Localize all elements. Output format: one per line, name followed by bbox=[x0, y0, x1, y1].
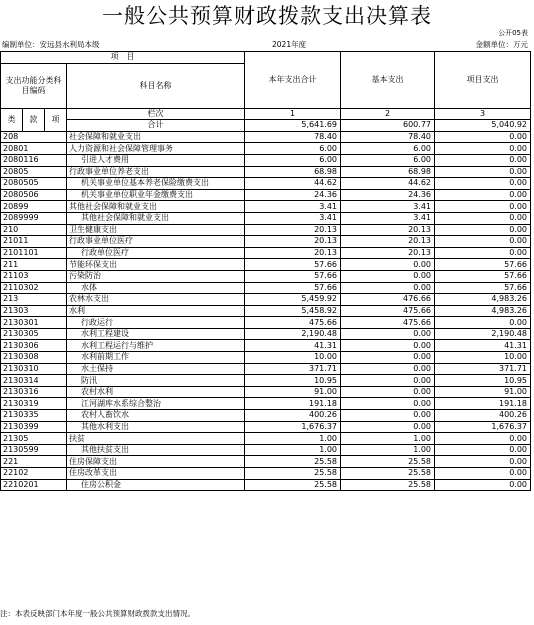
row-total: 5,458.92 bbox=[245, 305, 341, 317]
row-code: 2210201 bbox=[1, 479, 67, 491]
sum-basic: 600.77 bbox=[341, 120, 435, 132]
sum-project: 5,040.92 bbox=[435, 120, 531, 132]
row-project: 0.00 bbox=[435, 143, 531, 155]
row-code: 2080506 bbox=[1, 189, 67, 201]
row-project: 400.26 bbox=[435, 410, 531, 422]
row-subject-name: 农村水利 bbox=[67, 386, 245, 398]
row-basic: 3.41 bbox=[341, 212, 435, 224]
row-code: 211 bbox=[1, 259, 67, 271]
row-total: 68.98 bbox=[245, 166, 341, 178]
entry-header: 项 bbox=[45, 108, 67, 131]
row-total: 191.18 bbox=[245, 398, 341, 410]
row-project: 0.00 bbox=[435, 444, 531, 456]
row-basic: 78.40 bbox=[341, 131, 435, 143]
row-basic: 475.66 bbox=[341, 317, 435, 329]
row-total: 10.95 bbox=[245, 375, 341, 387]
report-year: 2021年度 bbox=[272, 40, 307, 49]
row-subject-name: 住房保障支出 bbox=[67, 456, 245, 468]
table-row bbox=[1, 421, 531, 433]
money-unit: 金额单位：万元 bbox=[475, 40, 528, 49]
row-subject-name: 防汛 bbox=[67, 375, 245, 387]
func-class-header: 支出功能分类科目编码 bbox=[1, 63, 67, 108]
row-basic: 6.00 bbox=[341, 143, 435, 155]
row-total: 25.58 bbox=[245, 479, 341, 491]
row-subject-name: 行政事业单位医疗 bbox=[67, 236, 245, 248]
row-total: 2,190.48 bbox=[245, 328, 341, 340]
row-basic: 68.98 bbox=[341, 166, 435, 178]
row-basic: 0.00 bbox=[341, 363, 435, 375]
row-code: 20801 bbox=[1, 143, 67, 155]
table-row bbox=[1, 294, 531, 306]
row-code: 2130305 bbox=[1, 328, 67, 340]
row-basic: 0.00 bbox=[341, 421, 435, 433]
row-subject-name: 农林水支出 bbox=[67, 294, 245, 306]
sum-total: 5,641.69 bbox=[245, 120, 341, 132]
row-code: 2130335 bbox=[1, 410, 67, 422]
row-subject-name: 行政单位医疗 bbox=[67, 247, 245, 259]
row-project: 0.00 bbox=[435, 456, 531, 468]
row-code: 2130399 bbox=[1, 421, 67, 433]
row-total: 6.00 bbox=[245, 143, 341, 155]
table-row bbox=[1, 189, 531, 201]
row-project: 0.00 bbox=[435, 154, 531, 166]
row-code: 21011 bbox=[1, 236, 67, 248]
row-code: 213 bbox=[1, 294, 67, 306]
row-project: 0.00 bbox=[435, 201, 531, 213]
row-basic: 1.00 bbox=[341, 444, 435, 456]
row-total: 78.40 bbox=[245, 131, 341, 143]
row-total: 24.36 bbox=[245, 189, 341, 201]
row-subject-name: 引进人才费用 bbox=[67, 154, 245, 166]
table-row bbox=[1, 328, 531, 340]
row-basic: 1.00 bbox=[341, 433, 435, 445]
row-subject-name: 其他水利支出 bbox=[67, 421, 245, 433]
row-total: 1.00 bbox=[245, 433, 341, 445]
row-total: 475.66 bbox=[245, 317, 341, 329]
table-row bbox=[1, 386, 531, 398]
row-project: 0.00 bbox=[435, 236, 531, 248]
row-project: 0.00 bbox=[435, 468, 531, 480]
row-basic: 0.00 bbox=[341, 398, 435, 410]
row-project: 10.00 bbox=[435, 352, 531, 364]
row-code: 221 bbox=[1, 456, 67, 468]
row-basic: 20.13 bbox=[341, 236, 435, 248]
row-code: 2130310 bbox=[1, 363, 67, 375]
row-subject-name: 水利前期工作 bbox=[67, 352, 245, 364]
section-header: 款 bbox=[23, 108, 45, 131]
row-basic: 3.41 bbox=[341, 201, 435, 213]
row-project: 91.00 bbox=[435, 386, 531, 398]
row-total: 3.41 bbox=[245, 212, 341, 224]
sum-label: 合计 bbox=[67, 120, 245, 132]
row-subject-name: 机关事业单位职业年金缴费支出 bbox=[67, 189, 245, 201]
row-subject-name: 社会保障和就业支出 bbox=[67, 131, 245, 143]
table-row bbox=[1, 212, 531, 224]
table-row bbox=[1, 247, 531, 259]
row-subject-name: 住房改革支出 bbox=[67, 468, 245, 480]
row-subject-name: 农村人畜饮水 bbox=[67, 410, 245, 422]
row-subject-name: 人力资源和社会保障管理事务 bbox=[67, 143, 245, 155]
col-no-1: 1 bbox=[245, 108, 341, 120]
row-basic: 0.00 bbox=[341, 282, 435, 294]
row-subject-name: 水利工程建设 bbox=[67, 328, 245, 340]
table-row bbox=[1, 375, 531, 387]
report-title: 一般公共预算财政拨款支出决算表 bbox=[102, 4, 432, 28]
row-project: 191.18 bbox=[435, 398, 531, 410]
footnote: 注：本表反映部门本年度一般公共预算财政拨款支出情况。 bbox=[0, 609, 195, 618]
row-project: 10.95 bbox=[435, 375, 531, 387]
row-project: 2,190.48 bbox=[435, 328, 531, 340]
row-basic: 20.13 bbox=[341, 247, 435, 259]
row-project: 57.66 bbox=[435, 270, 531, 282]
row-basic: 0.00 bbox=[341, 375, 435, 387]
compiling-unit: 编制单位：安远县水利局本级 bbox=[2, 40, 100, 49]
table-row bbox=[1, 317, 531, 329]
row-subject-name: 污染防治 bbox=[67, 270, 245, 282]
row-basic: 44.62 bbox=[341, 178, 435, 190]
table-row bbox=[1, 479, 531, 491]
table-row bbox=[1, 468, 531, 480]
row-code: 208 bbox=[1, 131, 67, 143]
row-subject-name: 江河湖库水系综合整治 bbox=[67, 398, 245, 410]
row-code: 22102 bbox=[1, 468, 67, 480]
table-row bbox=[1, 131, 531, 143]
item-group-header: 项 目 bbox=[1, 52, 245, 64]
row-project: 4,983.26 bbox=[435, 305, 531, 317]
row-total: 20.13 bbox=[245, 247, 341, 259]
table-row bbox=[1, 201, 531, 213]
row-subject-name: 其他社会保障和就业支出 bbox=[67, 201, 245, 213]
row-code: 2130306 bbox=[1, 340, 67, 352]
row-code: 21303 bbox=[1, 305, 67, 317]
col-no-2: 2 bbox=[341, 108, 435, 120]
basic-col-header: 基本支出 bbox=[341, 52, 435, 109]
row-code: 2089999 bbox=[1, 212, 67, 224]
row-code: 2080505 bbox=[1, 178, 67, 190]
row-code: 2130316 bbox=[1, 386, 67, 398]
row-subject-name: 行政事业单位养老支出 bbox=[67, 166, 245, 178]
row-basic: 0.00 bbox=[341, 386, 435, 398]
row-subject-name: 其他扶贫支出 bbox=[67, 444, 245, 456]
row-subject-name: 水利工程运行与维护 bbox=[67, 340, 245, 352]
row-project: 371.71 bbox=[435, 363, 531, 375]
row-code: 2110302 bbox=[1, 282, 67, 294]
row-code: 210 bbox=[1, 224, 67, 236]
row-subject-name: 行政运行 bbox=[67, 317, 245, 329]
table-row bbox=[1, 270, 531, 282]
col-no-3: 3 bbox=[435, 108, 531, 120]
row-project: 0.00 bbox=[435, 131, 531, 143]
row-project: 0.00 bbox=[435, 166, 531, 178]
row-total: 44.62 bbox=[245, 178, 341, 190]
row-total: 371.71 bbox=[245, 363, 341, 375]
col-no-label: 栏次 bbox=[67, 108, 245, 120]
row-subject-name: 节能环保支出 bbox=[67, 259, 245, 271]
row-total: 10.00 bbox=[245, 352, 341, 364]
row-code: 2101101 bbox=[1, 247, 67, 259]
row-basic: 24.36 bbox=[341, 189, 435, 201]
row-code: 2080116 bbox=[1, 154, 67, 166]
row-basic: 25.58 bbox=[341, 456, 435, 468]
row-total: 6.00 bbox=[245, 154, 341, 166]
row-code: 20805 bbox=[1, 166, 67, 178]
row-subject-name: 机关事业单位基本养老保险缴费支出 bbox=[67, 178, 245, 190]
row-code: 2130314 bbox=[1, 375, 67, 387]
row-total: 57.66 bbox=[245, 270, 341, 282]
row-project: 0.00 bbox=[435, 317, 531, 329]
table-row bbox=[1, 433, 531, 445]
row-total: 25.58 bbox=[245, 456, 341, 468]
row-project: 41.31 bbox=[435, 340, 531, 352]
table-row bbox=[1, 456, 531, 468]
row-basic: 476.66 bbox=[341, 294, 435, 306]
table-row bbox=[1, 259, 531, 271]
table-row bbox=[1, 236, 531, 248]
row-project: 1,676.37 bbox=[435, 421, 531, 433]
row-code: 21305 bbox=[1, 433, 67, 445]
row-total: 57.66 bbox=[245, 259, 341, 271]
row-project: 0.00 bbox=[435, 178, 531, 190]
row-subject-name: 卫生健康支出 bbox=[67, 224, 245, 236]
row-basic: 20.13 bbox=[341, 224, 435, 236]
table-row bbox=[1, 166, 531, 178]
row-total: 20.13 bbox=[245, 224, 341, 236]
row-project: 4,983.26 bbox=[435, 294, 531, 306]
row-code: 2130599 bbox=[1, 444, 67, 456]
project-col-header: 项目支出 bbox=[435, 52, 531, 109]
row-subject-name: 其他社会保障和就业支出 bbox=[67, 212, 245, 224]
row-basic: 6.00 bbox=[341, 154, 435, 166]
table-row bbox=[1, 363, 531, 375]
table-row bbox=[1, 154, 531, 166]
form-number: 公开05表 bbox=[498, 29, 528, 37]
row-total: 41.31 bbox=[245, 340, 341, 352]
row-subject-name: 住房公积金 bbox=[67, 479, 245, 491]
row-total: 400.26 bbox=[245, 410, 341, 422]
table-row bbox=[1, 410, 531, 422]
row-project: 0.00 bbox=[435, 479, 531, 491]
kind-header: 类 bbox=[1, 108, 23, 131]
row-project: 0.00 bbox=[435, 224, 531, 236]
row-total: 3.41 bbox=[245, 201, 341, 213]
row-basic: 0.00 bbox=[341, 352, 435, 364]
table-body bbox=[1, 131, 531, 490]
table-row bbox=[1, 340, 531, 352]
row-code: 20899 bbox=[1, 201, 67, 213]
row-basic: 0.00 bbox=[341, 259, 435, 271]
row-basic: 25.58 bbox=[341, 468, 435, 480]
table-row bbox=[1, 305, 531, 317]
table-row bbox=[1, 224, 531, 236]
row-code: 2130301 bbox=[1, 317, 67, 329]
expenditure-table bbox=[0, 51, 531, 491]
table-row bbox=[1, 282, 531, 294]
table-row bbox=[1, 178, 531, 190]
row-basic: 0.00 bbox=[341, 328, 435, 340]
row-subject-name: 水体 bbox=[67, 282, 245, 294]
row-total: 91.00 bbox=[245, 386, 341, 398]
row-code: 21103 bbox=[1, 270, 67, 282]
row-basic: 475.66 bbox=[341, 305, 435, 317]
row-total: 5,459.92 bbox=[245, 294, 341, 306]
row-basic: 0.00 bbox=[341, 340, 435, 352]
row-total: 20.13 bbox=[245, 236, 341, 248]
row-project: 57.66 bbox=[435, 259, 531, 271]
row-basic: 0.00 bbox=[341, 270, 435, 282]
row-project: 57.66 bbox=[435, 282, 531, 294]
row-total: 1,676.37 bbox=[245, 421, 341, 433]
row-total: 57.66 bbox=[245, 282, 341, 294]
row-total: 1.00 bbox=[245, 444, 341, 456]
table-row bbox=[1, 143, 531, 155]
row-subject-name: 水土保持 bbox=[67, 363, 245, 375]
table-row bbox=[1, 352, 531, 364]
row-project: 0.00 bbox=[435, 189, 531, 201]
row-project: 0.00 bbox=[435, 433, 531, 445]
table-row bbox=[1, 398, 531, 410]
row-project: 0.00 bbox=[435, 247, 531, 259]
row-basic: 0.00 bbox=[341, 410, 435, 422]
row-subject-name: 扶贫 bbox=[67, 433, 245, 445]
row-code: 2130308 bbox=[1, 352, 67, 364]
row-total: 25.58 bbox=[245, 468, 341, 480]
row-code: 2130319 bbox=[1, 398, 67, 410]
row-subject-name: 水利 bbox=[67, 305, 245, 317]
row-basic: 25.58 bbox=[341, 479, 435, 491]
row-project: 0.00 bbox=[435, 212, 531, 224]
table-row bbox=[1, 444, 531, 456]
total-col-header: 本年支出合计 bbox=[245, 52, 341, 109]
subject-name-header: 科目名称 bbox=[67, 63, 245, 108]
